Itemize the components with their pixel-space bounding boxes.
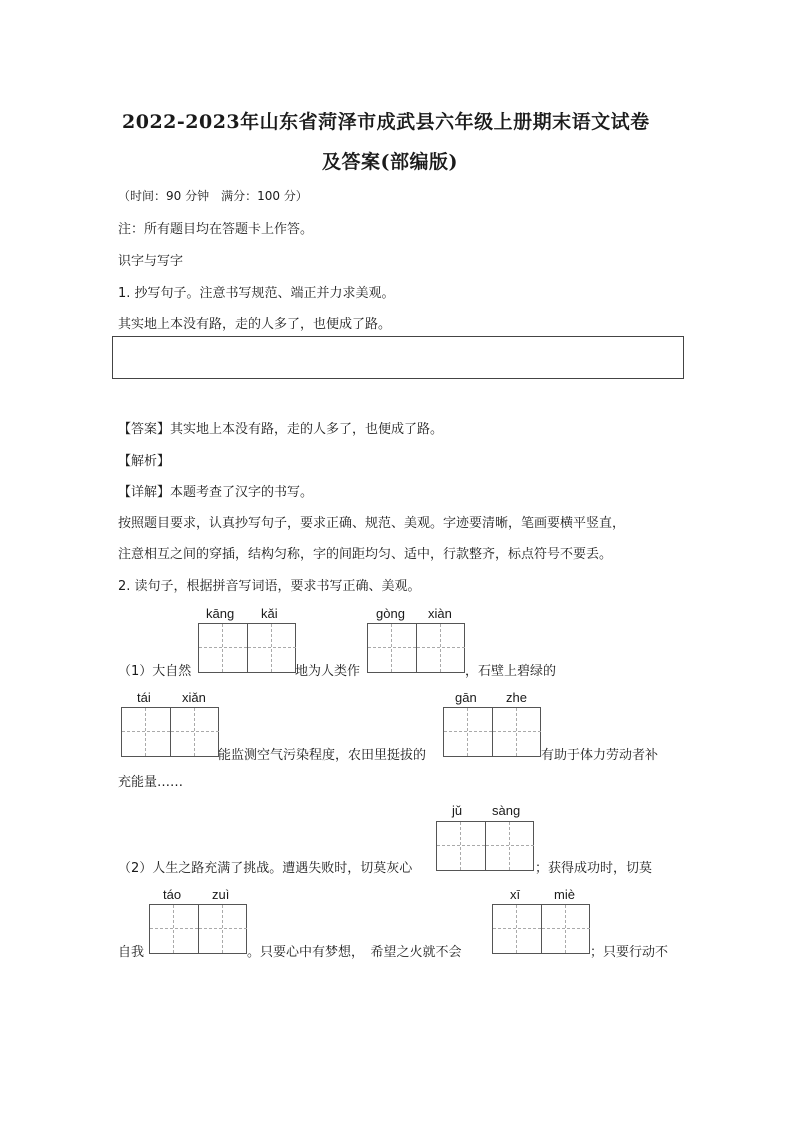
pinyin-zhe: zhe <box>506 690 527 705</box>
q1-explain-line2: 注意相互之间的穿插，结构匀称，字的间距均匀、适中，行款整齐，标点符号不要丢。 <box>118 547 613 562</box>
q2-p1-text1: （1）大自然 <box>118 664 192 679</box>
pinyin-zui: zuì <box>212 887 230 902</box>
answer-grid-ganzhe[interactable] <box>443 707 541 757</box>
q1-detail: 【详解】本题考查了汉字的书写。 <box>118 485 314 500</box>
pinyin-gong: gòng <box>376 606 405 621</box>
pinyin-kai: kǎi <box>261 606 278 621</box>
exam-info: （时间：90 分钟 满分：100 分） <box>118 189 308 203</box>
q1-prompt: 1. 抄写句子。注意书写规范、端正并力求美观。 <box>118 286 395 301</box>
pinyin-xian2: xiǎn <box>182 690 206 705</box>
page-title-line2: 及答案(部编版) <box>322 151 458 173</box>
answer-grid-ximie[interactable] <box>492 904 590 954</box>
q1-analysis-label: 【解析】 <box>118 454 171 469</box>
pinyin-sang: sàng <box>492 803 521 818</box>
pinyin-xi: xī <box>510 887 521 902</box>
section-heading: 识字与写字 <box>118 254 184 269</box>
pinyin-mie: miè <box>554 887 575 902</box>
pinyin-kang: kāng <box>206 606 235 621</box>
q1-answer: 【答案】其实地上本没有路，走的人多了，也便成了路。 <box>118 422 444 437</box>
answer-grid-taixian[interactable] <box>121 707 219 757</box>
pinyin-gan: gān <box>455 690 477 705</box>
q2-p2-text3: 自我 <box>118 945 145 960</box>
pinyin-tao: táo <box>163 887 182 902</box>
answer-grid-gongxian[interactable] <box>367 623 465 673</box>
q1-answer-box[interactable] <box>112 336 684 379</box>
exam-note: 注：所有题目均在答题卡上作答。 <box>118 222 314 237</box>
q2-p2-text4: 。只要心中有梦想， 希望之火就不会 <box>247 945 462 960</box>
q2-p1-text5: 有助于体力劳动者补 <box>541 748 659 763</box>
q1-explain-line1: 按照题目要求，认真抄写句子，要求正确、规范、美观。字迹要清晰，笔画要横平竖直， <box>118 516 626 531</box>
answer-grid-jusang[interactable] <box>436 821 534 871</box>
pinyin-xian: xiàn <box>428 606 452 621</box>
q2-p1-text2: 地为人类作 <box>295 664 361 679</box>
q2-p2-text5: ；只要行动不 <box>590 945 669 960</box>
pinyin-ju: jǔ <box>452 803 463 818</box>
answer-grid-taozui[interactable] <box>149 904 247 954</box>
answer-grid-kangkai[interactable] <box>198 623 296 673</box>
q2-p1-text4: 能监测空气污染程度，农田里挺拔的 <box>218 748 427 763</box>
page-title: 2022-2023年山东省菏泽市成武县六年级上册期末语文试卷 <box>122 111 650 133</box>
pinyin-tai: tái <box>137 690 151 705</box>
q1-sentence: 其实地上本没有路，走的人多了，也便成了路。 <box>118 317 392 332</box>
q2-p2-text1: （2）人生之路充满了挑战。遭遇失败时，切莫灰心 <box>118 861 413 876</box>
q2-p1-text3: ，石壁上碧绿的 <box>465 664 557 679</box>
q2-p2-text2: ；获得成功时，切莫 <box>535 861 653 876</box>
q2-prompt: 2. 读句子，根据拼音写词语，要求书写正确、美观。 <box>118 579 421 594</box>
q2-p1-text6: 充能量…… <box>118 775 184 790</box>
